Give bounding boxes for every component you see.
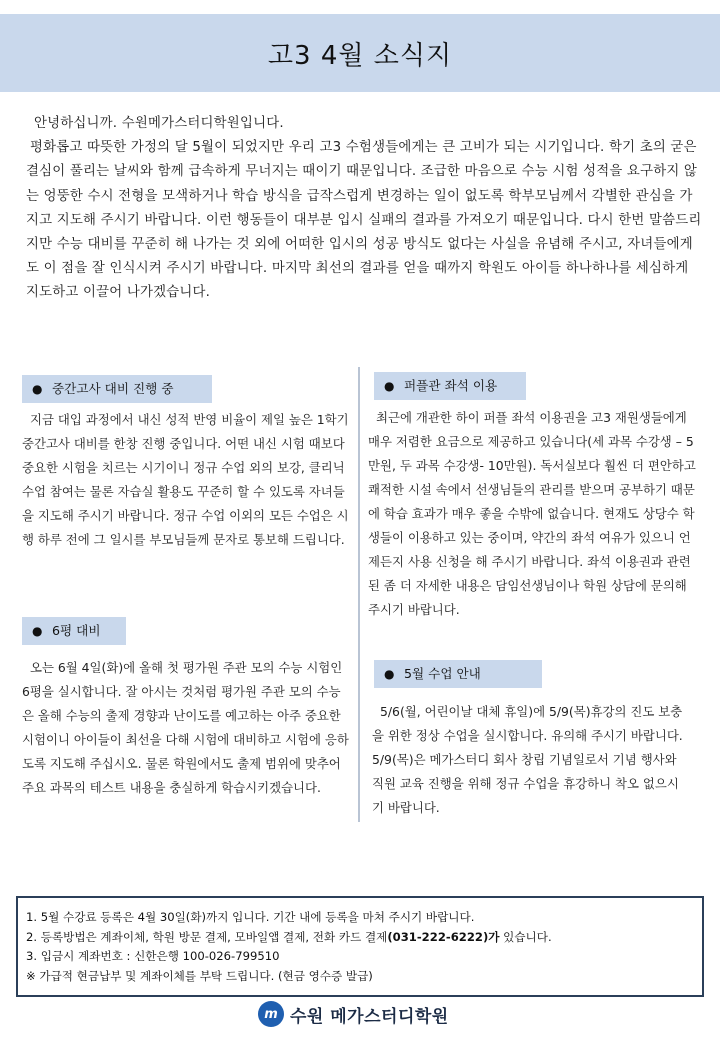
section-body-mock — [22, 656, 350, 800]
bullet-icon: ● — [384, 379, 395, 393]
newsletter-header — [0, 14, 720, 92]
page-title: 고3 4월 소식지 — [267, 40, 453, 71]
section-header-may — [374, 660, 542, 688]
phone-number: (031-222-6222)가 — [387, 929, 500, 944]
section-text: 지금 대입 과정에서 내신 성적 반영 비율이 제일 높은 1학기 중간고사 대비를 한창 진행 중입니다. 어떤 내신 시험 때보다 중요한 시험을 치르는 시기이니 정규 수업 외의 보강, 클리닉 수업 참여는 물론 자습실 활용도 꾸준히 할 수 있도록 자녀들을 지도해 주시기 바랍니다. 정규 수업 이외의 모든 수업은 시행 하루 전에 그 일시를 부모님들께 문자로 통보해 드립니다. — [22, 412, 349, 547]
section-text: 오는 6월 4일(화)에 올해 첫 평가원 주관 모의 수능 시험인 6평을 실시합니다. 잘 아시는 것처럼 평가원 주관 모의 수능은 올해 수능의 출제 경향과 난이도를 예고하는 아주 중요한 시험이니 아이들이 최선을 다해 시험에 대비하고 시험에 응하도록 지도해 주십시오. 물론 학원에서도 출제 범위에 맞추어 주요 과목의 테스트 내용을 충실하게 학습시키겠습니다. — [22, 660, 349, 795]
bullet-icon: ● — [384, 667, 395, 681]
intro-body: 평화롭고 따뜻한 가정의 달 5월이 되었지만 우리 고3 수험생들에게는 큰 고비가 되는 시기입니다. 학기 초의 굳은 결심이 풀리는 날씨와 함께 급속하게 무너지는 때이기 때문입니다. 조급한 마음으로 수능 시험 성적을 요구하지 않는 엉뚱한 수시 전형을 모색하거나 학습 방식을 급작스럽게 변경하는 일이 없도록 학부모님께서 각별한 관심을 가지고 지도해 주시기 바랍니다. 이런 행동들이 대부분 입시 실패의 결과를 가져오기 때문입니다. 다시 한번 말씀드리지만 수능 대비를 꾸준히 해 나가는 것 외에 어떠한 입시의 성공 방식도 없다는 사실을 유념해 주시고, 자녀들에게도 이 점을 잘 인식시켜 주시기 바랍니다. 마지막 최선의 결과를 얻을 때까지 학원도 아이들 하나하나를 세심하게 지도하고 이끌어 나가겠습니다. — [26, 140, 702, 301]
notice-line-2-end: 있습니다. — [499, 929, 552, 944]
section-text: 최근에 개관한 하이 퍼플 좌석 이용권을 고3 재원생들에게 매우 저렴한 요금으로 제공하고 있습니다(세 과목 수강생 – 5만원, 두 과목 수강생- 10만원). 독서실보다 훨씬 더 편안하고 쾌적한 시설 속에서 선생님들의 관리를 받으며 공부하기 때문에 학습 효과가 매우 좋을 수밖에 없습니다. 현재도 상당수 학생들이 이용하고 있는 중이며, 약간의 좌석 여유가 있으니 언제든지 사용 신청을 해 주시기 바랍니다. 좌석 이용권과 관련된 좀 더 자세한 내용은 담임선생님이나 학원 상담에 문의해 주시기 바랍니다. — [368, 410, 696, 617]
section-title: 중간고사 대비 진행 중 — [52, 381, 174, 396]
section-title: 6평 대비 — [52, 623, 101, 638]
notice-line-1: 1. 5월 수강료 등록은 4월 30일(화)까지 입니다. 기간 내에 등록을 마쳐 주시기 바랍니다. — [26, 910, 475, 924]
bullet-icon: ● — [32, 624, 43, 638]
notice-line-2 — [26, 928, 702, 948]
section-body-seat — [368, 406, 698, 622]
section-header-seat — [374, 372, 526, 400]
section-title: 퍼플관 좌석 이용 — [404, 378, 498, 393]
section-header-midterm — [22, 375, 212, 403]
section-body-midterm — [22, 408, 350, 552]
section-header-mock — [22, 617, 126, 645]
payment-notice-box — [16, 896, 704, 997]
academy-name: 수원 메가스터디학원 — [290, 1006, 449, 1027]
intro-text — [26, 112, 704, 306]
logo-icon: m — [258, 1001, 284, 1027]
section-text: 5/6(월, 어린이날 대체 휴일)에 5/9(목)휴강의 진도 보충을 위한 정상 수업을 실시합니다. 유의해 주시기 바랍니다. 5/9(목)은 메가스터디 회사 창립 기념일로서 기념 행사와 직원 교육 진행을 위해 정규 수업을 휴강하니 착오 없으시기 바랍니다. — [372, 704, 683, 815]
section-body-may — [372, 700, 686, 820]
notice-line-4: ※ 가급적 현금납부 및 계좌이체를 부탁 드립니다. (현금 영수증 발급) — [26, 968, 373, 983]
academy-logo — [258, 999, 449, 1029]
section-title: 5월 수업 안내 — [404, 666, 481, 681]
column-divider — [358, 367, 360, 822]
notice-line-3: 3. 입금시 계좌번호 : 신한은행 100-026-799510 — [26, 949, 280, 963]
intro-greeting: 안녕하십니까. 수원메가스터디학원입니다. — [34, 116, 284, 131]
bullet-icon: ● — [32, 382, 43, 396]
notice-line-2-text: 2. 등록방법은 계좌이체, 학원 방문 결제, 모바일앱 결제, 전화 카드 결제 — [26, 929, 388, 944]
